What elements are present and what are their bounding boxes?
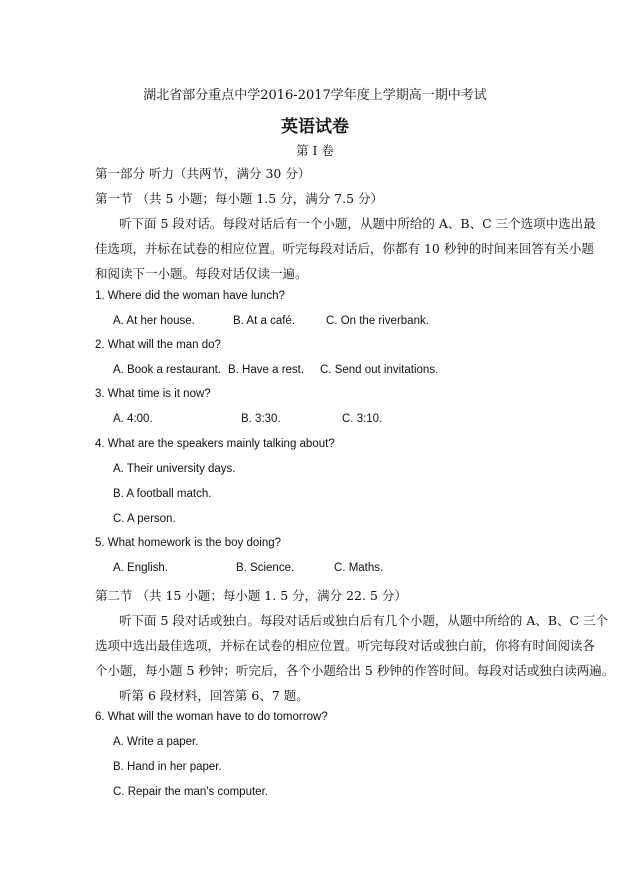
- section1-instruction-line: 和阅读下一小题。每段对话仅读一遍。: [95, 266, 308, 281]
- volume-label: 第 I 卷: [296, 143, 334, 158]
- material-note: 听第 6 段材料，回答第 6、7 题。: [119, 688, 309, 703]
- section2-instruction-line: 听下面 5 段对话或独白。每段对话后或独白后有几个小题，从题中所给的 A、B、C 三个: [119, 613, 609, 628]
- question-stem: 1. Where did the woman have lunch?: [95, 290, 285, 302]
- option-c: C. Send out invitations.: [320, 364, 439, 376]
- section2-instruction-line: 选项中选出最佳选项，并标在试卷的相应位置。听完每段对话或独白前，你将有时间阅读各: [95, 638, 596, 653]
- section1-instruction-line: 听下面 5 段对话。每段对话后有一个小题，从题中所给的 A、B、C 三个选项中选出最: [119, 216, 596, 231]
- option-a: A. At her house.: [113, 315, 195, 327]
- question-stem: 5. What homework is the boy doing?: [95, 537, 282, 549]
- option-c: C. Repair the man's computer.: [113, 786, 268, 798]
- option-a: A. English.: [113, 562, 168, 574]
- question-stem: 6. What will the woman have to do tomorrow?: [95, 711, 328, 723]
- option-c: C. Maths.: [334, 562, 384, 574]
- option-b: B. Science.: [236, 562, 295, 574]
- question-stem: 3. What time is it now?: [95, 388, 211, 400]
- question-stem: 2. What will the man do?: [95, 339, 221, 351]
- question-stem: 4. What are the speakers mainly talking about?: [95, 438, 335, 450]
- option-b: B. A football match.: [113, 488, 212, 500]
- part1-heading: 第一部分 听力（共两节，满分 30 分）: [95, 166, 311, 181]
- option-b: B. At a café.: [233, 315, 296, 327]
- exam-title: 湖北省部分重点中学2016-2017学年度上学期高一期中考试: [143, 88, 487, 103]
- section2-heading: 第二节 （共 15 小题；每小题 1. 5 分，满分 22. 5 分）: [95, 588, 407, 603]
- option-b: B. Have a rest.: [228, 364, 305, 376]
- section1-heading: 第一节 （共 5 小题；每小题 1.5 分，满分 7.5 分）: [95, 191, 384, 206]
- subject-title: 英语试卷: [281, 117, 349, 137]
- option-a: A. 4:00.: [113, 413, 153, 425]
- option-b: B. Hand in her paper.: [113, 761, 222, 773]
- option-b: B. 3:30.: [241, 413, 281, 425]
- option-c: C. A person.: [113, 513, 176, 525]
- option-a: A. Book a restaurant.: [113, 364, 222, 376]
- section2-instruction-line: 个小题，每小题 5 秒钟；听完后，各个小题给出 5 秒钟的作答时间。每段对话或独白读两遍。: [95, 663, 615, 678]
- option-c: C. On the riverbank.: [326, 315, 429, 327]
- option-a: A. Their university days.: [113, 463, 236, 475]
- section1-instruction-line: 佳选项，并标在试卷的相应位置。听完每段对话后，你都有 10 秒钟的时间来回答有关小题: [95, 241, 594, 256]
- option-c: C. 3:10.: [342, 413, 383, 425]
- option-a: A. Write a paper.: [113, 736, 199, 748]
